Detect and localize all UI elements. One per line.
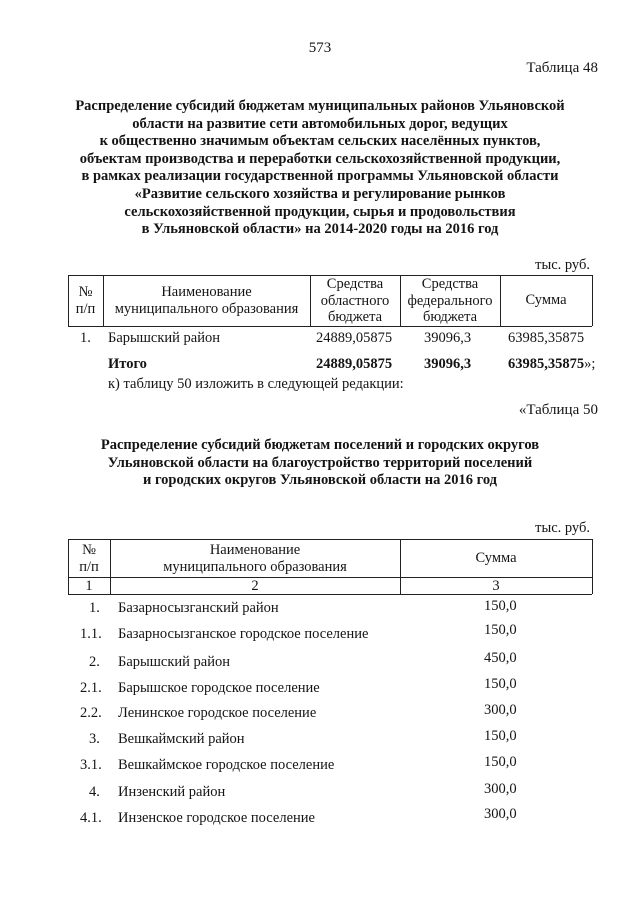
header-text: Сумма (475, 550, 517, 566)
row-sum: 150,0 (484, 598, 517, 614)
row-sum: 63985,35875 (508, 330, 585, 346)
table-50-label: «Таблица 50 (518, 402, 598, 418)
header-text: бюджета (422, 309, 478, 325)
total-regional: 24889,05875 (316, 356, 393, 372)
table-50-units: тыс. руб. (535, 520, 590, 536)
table-50-title (40, 437, 600, 490)
page-number: 573 (308, 40, 332, 56)
header-name (110, 542, 400, 575)
row-num: 2.1. (80, 680, 102, 696)
title-line: в рамках реализации государственной программы Ульяновской области (81, 168, 559, 185)
row-name: Инзенское городское поселение (118, 810, 315, 826)
header-text: Наименование (209, 542, 301, 558)
title-line: Ульяновской области на благоустройство территорий поселений (107, 454, 533, 471)
table-48-label: Таблица 48 (526, 60, 598, 76)
row-sum: 450,0 (484, 650, 517, 666)
row-sum: 150,0 (484, 676, 517, 692)
row-sum: 150,0 (484, 754, 517, 770)
total-federal: 39096,3 (424, 356, 472, 372)
total-label: Итого (108, 356, 147, 372)
row-name: Инзенский район (118, 784, 226, 800)
title-line: Распределение субсидий бюджетам муниципальных районов Ульяновской (75, 98, 565, 114)
table-border (592, 275, 593, 326)
row-name: Вешкаймское городское поселение (118, 757, 335, 773)
column-number: 3 (492, 578, 500, 594)
header-text: муниципального образования (114, 300, 299, 317)
row-federal: 39096,3 (424, 330, 472, 346)
row-num: 1.1. (80, 626, 102, 642)
row-name: Барышский район (118, 654, 230, 670)
row-sum: 300,0 (484, 781, 517, 797)
title-line: в Ульяновской области» на 2014-2020 годы на 2016 год (141, 221, 499, 238)
header-text: п/п (79, 558, 99, 575)
header-text: Наименование (161, 284, 252, 300)
column-number: 2 (251, 578, 259, 594)
instruction-paragraph: к) таблицу 50 изложить в следующей редакции: (108, 376, 404, 392)
row-name: Барышский район (108, 330, 220, 346)
header-text: п/п (75, 300, 96, 317)
row-name: Вешкаймский район (118, 731, 245, 747)
row-num: 2.2. (80, 705, 102, 721)
header-text: федерального (407, 292, 493, 309)
row-name: Базарносызганский район (118, 600, 279, 616)
row-name: Барышское городское поселение (118, 680, 320, 696)
row-name: Базарносызганское городское поселение (118, 626, 369, 642)
row-name: Ленинское городское поселение (118, 705, 317, 721)
total-sum: 63985,35875 (508, 356, 585, 372)
row-sum: 300,0 (484, 702, 517, 718)
table-border (68, 326, 592, 327)
row-num: 2. (89, 654, 100, 670)
row-regional: 24889,05875 (316, 330, 393, 346)
header-text: № (78, 284, 93, 300)
header-text: муниципального образования (163, 558, 347, 575)
row-num: 1. (89, 600, 100, 616)
table-48-title (40, 98, 600, 239)
total-suffix: »; (584, 356, 596, 372)
header-num (68, 284, 103, 317)
row-sum: 300,0 (484, 806, 517, 822)
row-num: 3. (89, 731, 100, 747)
table-border (68, 539, 592, 540)
row-num: 4.1. (80, 810, 102, 826)
header-sum (400, 550, 592, 567)
header-num (68, 542, 110, 575)
title-line: к общественно значимым объектам сельских населённых пунктов, (99, 133, 541, 150)
row-sum: 150,0 (484, 622, 517, 638)
table-border (592, 539, 593, 594)
row-num: 4. (89, 784, 100, 800)
title-line: объектам производства и переработки сельскохозяйственной продукции, (79, 150, 561, 167)
header-federal (400, 276, 500, 326)
column-number: 1 (85, 578, 93, 594)
title-line: Распределение субсидий бюджетам поселений и городских округов (100, 437, 540, 453)
header-text: бюджета (327, 309, 383, 325)
header-sum (500, 292, 592, 309)
row-num: 1. (80, 330, 91, 346)
title-line: «Развитие сельского хозяйства и регулирование рынков (134, 185, 506, 202)
title-line: сельскохозяйственной продукции, сырья и продовольствия (124, 203, 516, 220)
header-name (103, 284, 310, 317)
row-num: 3.1. (80, 757, 102, 773)
header-text: областного (320, 292, 390, 309)
title-line: области на развитие сети автомобильных дорог, ведущих (132, 115, 508, 132)
header-regional (310, 276, 400, 326)
row-sum: 150,0 (484, 728, 517, 744)
table-48-units: тыс. руб. (535, 257, 590, 273)
header-text: Средства (326, 276, 384, 292)
header-text: Средства (421, 276, 479, 292)
header-text: № (82, 542, 96, 558)
header-text: Сумма (525, 292, 567, 308)
total-sum-wrap (508, 356, 595, 373)
title-line: и городских округов Ульяновской области на 2016 год (142, 472, 498, 489)
